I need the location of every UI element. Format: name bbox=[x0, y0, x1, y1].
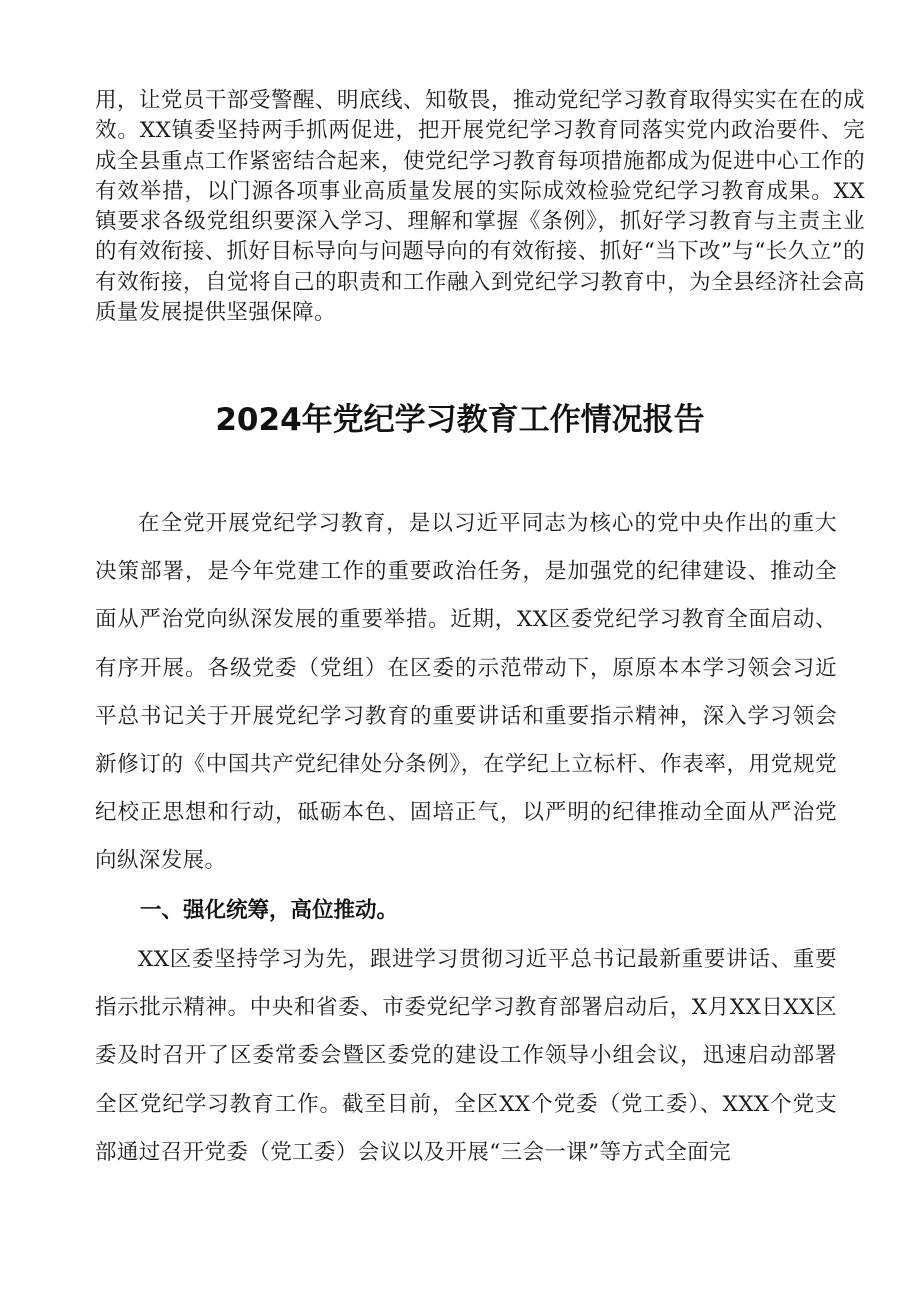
intro-paragraph: 在全党开展党纪学习教育，是以习近平同志为核心的党中央作出的重大决策部署，是今年党建工作的重要政治任务，是加强党的纪律建设、推动全面从严治党向纵深发展的重要举措。近期，XX区委党纪学习教育全面启动、有序开展。各级党委（党组）在区委的示范带动下，原原本本学习领会习近平总书记关于开展党纪学习教育的重要讲话和重要指示精神，深入学习领会新修订的《中国共产党纪律处分条例》，在学纪上立标杆、作表率，用党规党纪校正思想和行动，砥砺本色、固培正气，以严明的纪律推动全面从严治党向纵深发展。 bbox=[95, 511, 837, 874]
section-paragraph: XX区委坚持学习为先，跟进学习贯彻习近平总书记最新重要讲话、重要指示批示精神。中央和省委、市委党纪学习教育部署启动后，X月XX日XX区委及时召开了区委常委会暨区委党的建设工作领导小组会议，迅速启动部署全区党纪学习教育工作。截至目前，全区XX个党委（党工委）、XXX个党支部通过召开党委（党工委）会议以及开展“三会一课”等方式全面完 bbox=[95, 947, 837, 1165]
report-title: 2024年党纪学习教育工作情况报告 bbox=[215, 402, 705, 438]
continued-paragraph: 用，让党员干部受警醒、明底线、知敬畏，推动党纪学习教育取得实实在在的成效。XX镇委坚持两手抓两促进，把开展党纪学习教育同落实党内政治要件、完成全县重点工作紧密结合起来，使党纪学习教育每项措施都成为促进中心工作的有效举措，以门源各项事业高质量发展的实际成效检验党纪学习教育成果。XX镇要求各级党组织要深入学习、理解和掌握《条例》，抓好学习教育与主责主业的有效衔接、抓好目标导向与问题导向的有效衔接、抓好“当下改”与“长久立”的有效衔接，自觉将自己的职责和工作融入到党纪学习教育中，为全县经济社会高质量发展提供坚强保障。 bbox=[95, 88, 865, 326]
section-heading: 一、强化统筹，高位推动。 bbox=[140, 898, 399, 923]
